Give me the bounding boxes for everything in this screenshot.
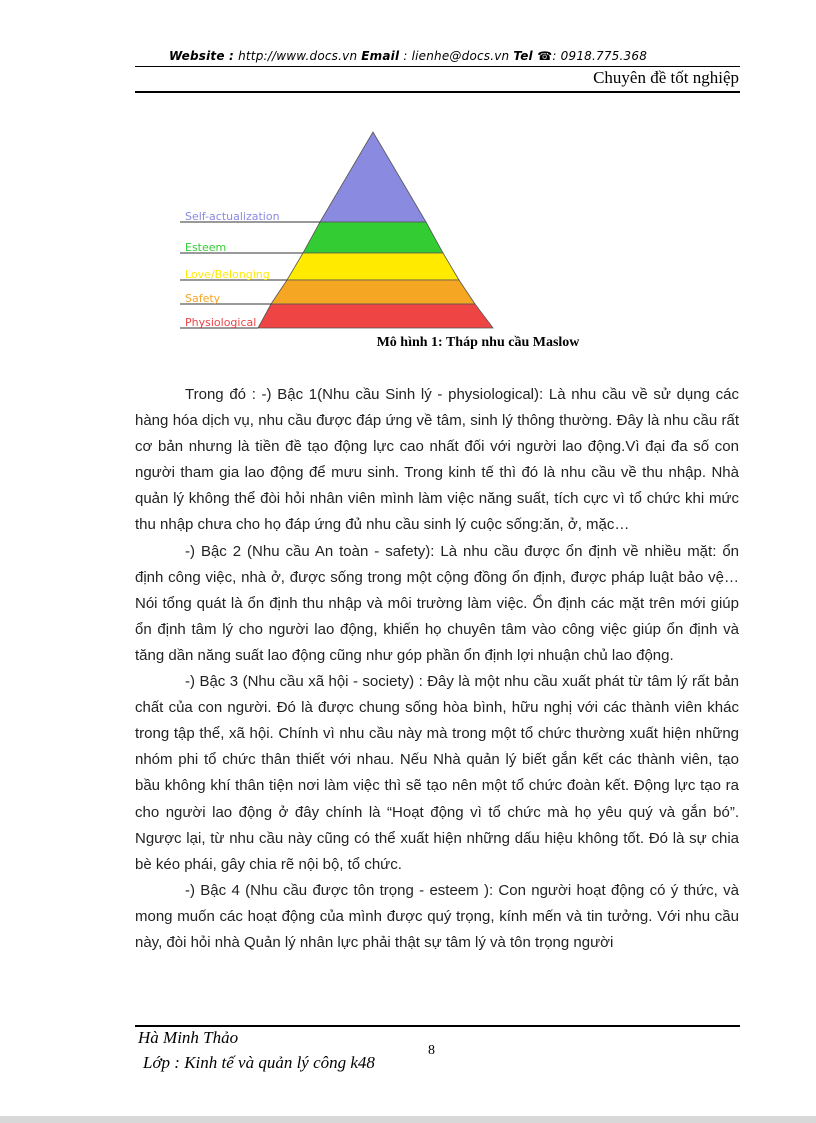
email-label: Email (361, 49, 400, 63)
website-label: Website : (168, 49, 235, 63)
paragraph-level-2: -) Bậc 2 (Nhu cầu An toàn - safety): Là nhu cầu được ổn định về nhiều mặt: ổn định công việc, nhà ở, được sống trong một cộng đồng ổn định, được pháp luật bảo vệ…Nói tổng quát là ổn định thu nhập và môi trường làm việc. Ổn định các mặt trên mới giúp ổn định tâm lý cho người lao động, khiến họ chuyên tâm vào công việc giúp ổn định và tăng dần năng suất lao động cũng như góp phần ổn định lợi nhuận chủ lao động. (135, 542, 739, 664)
body-text (135, 382, 739, 956)
paragraph-level-4: -) Bậc 4 (Nhu cầu được tôn trọng - esteem ): Con người hoạt động có ý thức, và mong muốn các hoạt động của mình được quý trọng, kính mến và tin tưởng. Với nhu cầu này, đòi hỏi nhà Quản lý nhân lực phải thật sự tâm lý và tôn trọng người (135, 881, 739, 951)
tel-value: : 0918.775.368 (552, 49, 648, 63)
pyramid-level-esteem (303, 222, 443, 253)
level-label-physiological: Physiological (185, 316, 257, 329)
pyramid-level-safety (271, 280, 475, 304)
pyramid-level-physiological (258, 304, 493, 328)
level-label-self-actualization: Self-actualization (185, 210, 280, 223)
maslow-pyramid-figure (180, 126, 500, 336)
subject-title: Chuyên đề tốt nghiệp (593, 68, 739, 87)
tel-label: Tel ☎ (513, 49, 553, 63)
level-label-love-belonging: Love/Belonging (185, 268, 270, 281)
paragraph-level-1: Trong đó : -) Bậc 1(Nhu cầu Sinh lý - physiological): Là nhu cầu về sử dụng các hàng hóa dịch vụ, nhu cầu được đáp ứng về tâm, sinh lý thông thường. Đây là nhu cầu rất cơ bản nhưng là tiền đề tạo động lực cao nhất đối với người lao động.Vì đại đa số con người tham gia lao động để mưu sinh. Trong kinh tế thì đó là nhu cầu về thu nhập. Nhà quản lý không thể đòi hỏi nhân viên mình làm việc năng suất, tích cực vì tổ chức khi mức thu nhập chưa cho họ đáp ứng đủ nhu cầu sinh lý cuộc sống:ăn, ở, mặc… (135, 386, 739, 534)
class-info: Lớp : Kinh tế và quản lý công k48 (143, 1053, 375, 1072)
maslow-pyramid (180, 126, 500, 332)
header-divider (135, 66, 740, 67)
email-link[interactable]: : lienhe@docs.vn (399, 49, 514, 63)
subject-divider (135, 91, 740, 93)
figure-caption: Mô hình 1: Tháp nhu cầu Maslow (376, 335, 580, 350)
header-contact (0, 49, 816, 63)
page-bottom-edge (0, 1116, 816, 1123)
page-number: 8 (428, 1043, 435, 1058)
pyramid-level-self-actualization (320, 132, 426, 222)
pyramid-level-love-belonging (287, 253, 459, 280)
footer-divider (135, 1025, 740, 1027)
level-label-safety: Safety (185, 292, 221, 305)
website-link[interactable]: http://www.docs.vn (234, 49, 362, 63)
author-name: Hà Minh Thảo (138, 1028, 239, 1047)
paragraph-level-3: -) Bậc 3 (Nhu cầu xã hội - society) : Đây là một nhu cầu xuất phát từ tâm lý rất bản chất của con người. Đó là được chung sống hòa bình, hữu nghị với các thành viên khác trong tập thể, xã hội. Chính vì nhu cầu này mà trong một tổ chức thường xuất hiện những nhóm phi tổ chức thân thiết với nhau. Nếu Nhà quản lý biết gắn kết các thành viên, tạo bầu không khí thân tiện nơi làm việc thì sẽ tạo nên một tổ chức đoàn kết. Động lực tạo ra cho người lao động ở đây chính là “Hoạt động vì tổ chức mà họ yêu quý và gắn bó”. Ngược lại, từ nhu cầu này cũng có thể xuất hiện những dấu hiệu không tốt. Đó là sự chia bè kéo phái, gây chia rẽ nội bộ, tổ chức. (135, 673, 739, 873)
level-label-esteem: Esteem (185, 241, 227, 254)
